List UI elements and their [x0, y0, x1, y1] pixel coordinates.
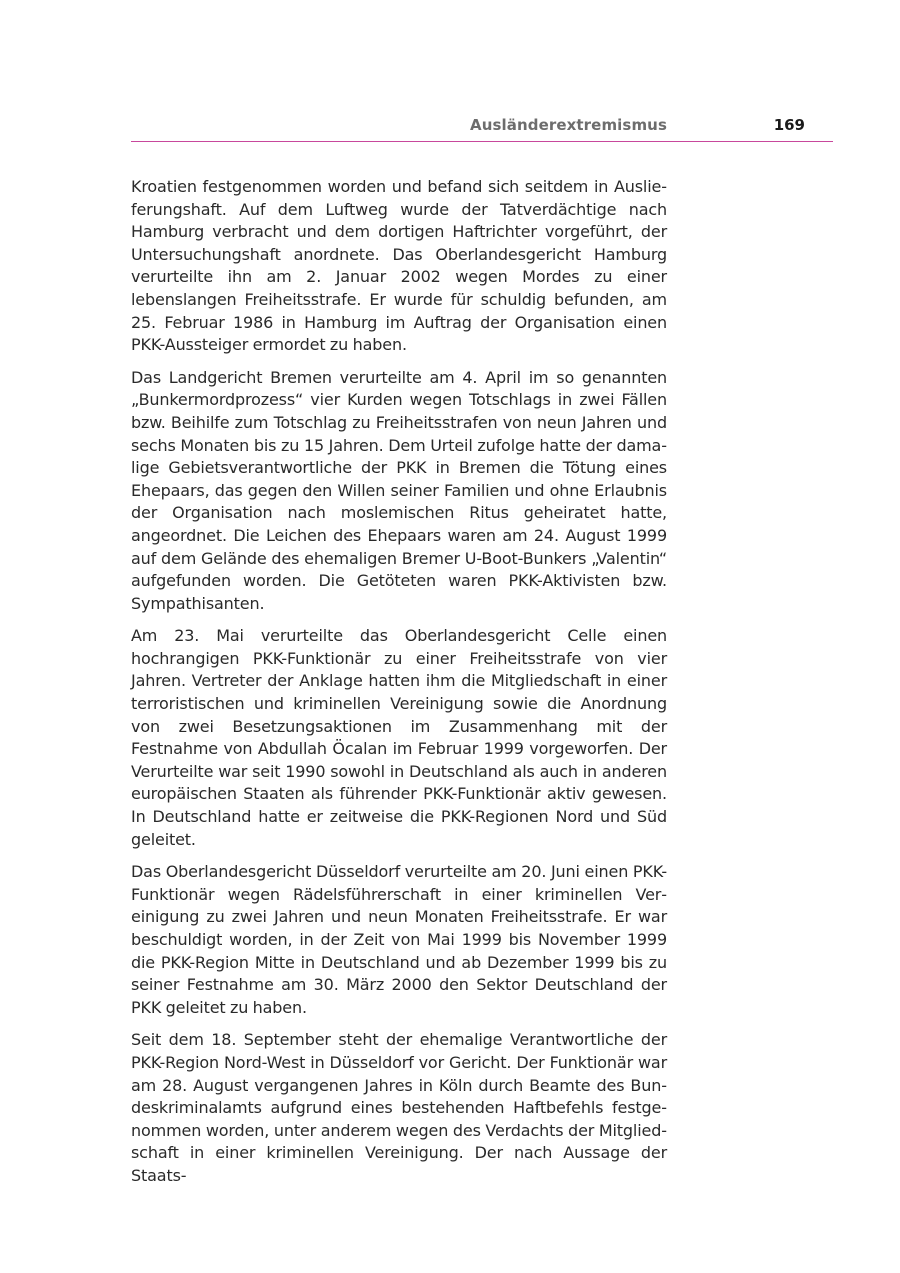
running-header [131, 116, 833, 138]
body-text [131, 176, 667, 1198]
paragraph: Am 23. Mai verurteilte das Oberlandesgericht Celle einen hochrangigen PKK-Funktionär zu einer Freiheitsstrafe von vier Jahren. Vertreter der Anklage hatten ihm die Mitgliedschaft in einer terroristischen und kriminellen Vereinigung sowie die Anordnung von zwei Besetzungsaktionen im Zusammenhang mit der Festnahme von Abdullah Öcalan im Februar 1999 vorgeworfen. Der Verurteilte war seit 1990 sowohl in Deutschland als auch in anderen europäischen Staaten als führender PKK-Funktionär aktiv gewesen. In Deutschland hatte er zeitweise die PKK-Regionen Nord und Süd geleitet. [131, 626, 667, 849]
paragraph: Seit dem 18. September steht der ehemalige Verantwortliche der PKK-Region Nord-West in Düsseldorf vor Gericht. Der Funktionär war am 28. August vergangenen Jahres in Köln durch Beamte des Bundeskriminalamts aufgrund eines bestehenden Haftbefehls festgenommen worden, unter anderem wegen des Verdachts der Mitgliedschaft in einer kriminellen Vereinigung. Der nach Aussage der Staats- [131, 1030, 667, 1185]
page-number: 169 [773, 116, 805, 134]
paragraph: Das Oberlandesgericht Düsseldorf verurteilte am 20. Juni einen PKK-Funktionär wegen Rädelsführerschaft in einer kriminellen Vereinigung zu zwei Jahren und neun Monaten Freiheitsstrafe. Er war beschuldigt worden, in der Zeit von Mai 1999 bis November 1999 die PKK-Region Mitte in Deutschland und ab Dezember 1999 bis zu seiner Festnahme am 30. März 2000 den Sektor Deutschland der PKK geleitet zu haben. [131, 862, 667, 1017]
section-title: Ausländerextremismus [470, 116, 667, 134]
paragraph: Das Landgericht Bremen verurteilte am 4. April im so genannten „Bunkermordprozess“ vier Kurden wegen Totschlags in zwei Fällen bzw. Beihilfe zum Totschlag zu Freiheitsstrafen von neun Jahren und sechs Monaten bis zu 15 Jahren. Dem Urteil zufolge hatte der damalige Gebietsverantwortliche der PKK in Bremen die Tötung eines Ehepaars, das gegen den Willen seiner Familien und ohne Erlaubnis der Organisation nach moslemischen Ritus geheiratet hatte, angeordnet. Die Leichen des Ehepaars waren am 24. August 1999 auf dem Gelände des ehemaligen Bremer U-Boot-Bunkers „Valentin“ aufgefunden worden. Die Getöteten waren PKK-Aktivisten bzw. Sympathisanten. [131, 367, 667, 613]
paragraph: Kroatien festgenommen worden und befand sich seitdem in Auslieferungshaft. Auf dem Luftweg wurde der Tatverdächtige nach Hamburg verbracht und dem dortigen Haftrichter vorgeführt, der Untersuchungshaft anordnete. Das Oberlandesgericht Hamburg verurteilte ihn am 2. Januar 2002 wegen Mordes zu einer lebenslangen Freiheitsstrafe. Er wurde für schuldig befunden, am 25. Februar 1986 in Hamburg im Auftrag der Organisation einen PKK-Aussteiger ermordet zu haben. [131, 177, 667, 355]
header-divider [131, 141, 833, 142]
